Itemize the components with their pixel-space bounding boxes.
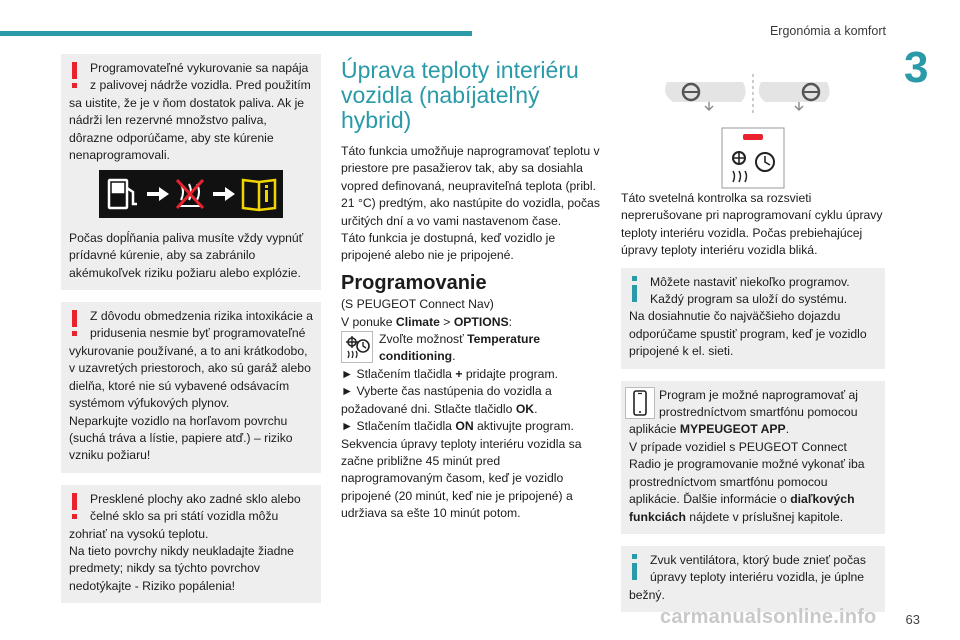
warning-icon bbox=[72, 62, 77, 88]
pre-conditioning-warning-lamp-icon bbox=[722, 128, 784, 188]
warning-box-fuel bbox=[61, 54, 321, 290]
chapter-number: 3 bbox=[904, 43, 929, 92]
info-box-programs bbox=[621, 268, 885, 369]
nav-variant: (S PEUGEOT Connect Nav) bbox=[341, 297, 494, 312]
remote-functions-reference: diaľkových funkciách bbox=[629, 492, 855, 524]
app-text: V prípade vozidiel s PEUGEOT Connect Radio je programovanie možné vykonať iba prostredníctvom smartfónu pomocou aplikácie. Ďalšie informácie o diaľkových funkciách nájdete v príslušnej kapitole. bbox=[629, 439, 865, 524]
warning-text-line: Programovateľné vykurovanie sa napája bbox=[90, 61, 309, 75]
intro-text: Táto funkcia umožňuje naprogramovať teplotu v priestore pre pasažierov tak, aby sa dosiahla vopred definovaná, neupraviteľná teplota (pribl. 21 °C) predtým, ako nastúpite do vozidla, počas určitých dní a vo vami nastavenom čase. bbox=[341, 144, 600, 228]
smartphone-text-line: prostredníctvom smartfónu pomocou bbox=[659, 405, 858, 420]
dashboard-illustration bbox=[621, 72, 885, 190]
header-accent-bar bbox=[0, 31, 472, 36]
fuel-pump-icon bbox=[109, 180, 137, 208]
section-heading: Úprava teploty interiéru vozidla (nabíjateľný hybrid) bbox=[341, 57, 579, 133]
right-column bbox=[621, 72, 885, 612]
middle-column bbox=[341, 58, 605, 523]
sequence-text: Sekvencia úpravy teploty interiéru vozidla sa začne približne 45 minút pred naprogramovaným časom, keď je vozidlo pripojené (20 minút, keď nie je pripojené) a udržiava sa ešte 10 minút potom. bbox=[341, 436, 582, 521]
info-text: Na dosiahnutie čo najväčšieho dojazdu odporúčame spustiť program, keď je vozidlo pripojené k el. sieti. bbox=[629, 309, 867, 359]
warning-box-glass bbox=[61, 485, 321, 603]
warning-text: Na tieto povrchy nikdy neukladajte žiadne predmety; nikdy sa týchto povrchov nedotýkajte - Riziko popálenia! bbox=[69, 543, 294, 593]
warning-text-line: z palivovej nádrže vozidla. Pred použitím bbox=[90, 78, 311, 93]
warning-icon bbox=[72, 310, 77, 336]
page-number: 63 bbox=[905, 612, 920, 627]
info-text-line: Môžete nastaviť niekoľko programov. bbox=[650, 274, 850, 289]
warning-icon bbox=[72, 493, 77, 519]
info-text-line: úpravy teploty interiéru vozidla, je úplne bbox=[650, 570, 865, 585]
info-icon bbox=[632, 276, 637, 302]
step-choose-time: ► Vyberte čas nastúpenia do vozidla a požadované dni. Stlačte tlačidlo OK. bbox=[341, 384, 552, 416]
warning-text: zohriať na vysokú teplotu. bbox=[69, 526, 209, 541]
chapter-title: Ergonómia a komfort bbox=[769, 24, 886, 38]
warning-text: vykurovanie používané, a to ani krátkodobo, v uzavretých priestoroch, ako sú garáž alebo dielňa, ktoré nie sú vybavené odsávacím systémom výfukových plynov. bbox=[69, 343, 311, 411]
intro-text: Táto funkcia je dostupná, keď vozidlo je pripojené alebo nie je pripojené. bbox=[341, 231, 556, 263]
warning-text: sa uistite, že je v ňom dostatok paliva. Ak je nádrži len rezervné množstvo paliva, dôrazne odporúčame, aby ste kúrenie nenaprogramovali. bbox=[69, 95, 305, 163]
instrument-cluster-image bbox=[621, 72, 885, 190]
step-add-program: ► Stlačením tlačidla + pridajte program. bbox=[341, 366, 558, 381]
info-box-fan-noise bbox=[621, 546, 885, 612]
temperature-conditioning-icon bbox=[341, 331, 373, 363]
warning-text: Počas dopĺňania paliva musíte vždy vypnúť prídavné kúrenie, aby sa zabránilo akémukoľvek riziku požiaru alebo explózie. bbox=[69, 230, 304, 280]
choose-option-row: Zvoľte možnosť Temperature conditioning. bbox=[341, 331, 605, 366]
step-activate: ► Stlačením tlačidla ON aktivujte program. bbox=[341, 419, 574, 434]
manual-book-icon bbox=[243, 180, 275, 210]
smartphone-icon bbox=[625, 387, 655, 419]
menu-path: V ponuke Climate > OPTIONS: bbox=[341, 314, 513, 329]
warning-text-line: čelné sklo sa pri státí vozidla môžu bbox=[90, 509, 279, 524]
refuel-pictogram bbox=[69, 170, 313, 223]
left-column bbox=[61, 54, 321, 603]
heater-off-icon bbox=[177, 180, 203, 208]
info-text: bežný. bbox=[629, 587, 665, 602]
smartphone-text-line: Program je možné naprogramovať aj bbox=[659, 387, 858, 402]
app-line: aplikácie MYPEUGEOT APP. bbox=[629, 422, 790, 437]
warning-text: Neparkujte vozidlo na horľavom povrchu (suchá tráva a lístie, papiere atď.) – riziko vzniku požiaru! bbox=[69, 413, 293, 463]
watermark: carmanualsonline.info bbox=[660, 606, 877, 628]
warning-text-line: Z dôvodu obmedzenia rizika intoxikácie a bbox=[90, 309, 313, 324]
warning-text-line: pridusenia nesmie byť programovateľné bbox=[90, 326, 306, 341]
subsection-heading: Programovanie bbox=[341, 271, 487, 294]
info-text-line: Zvuk ventilátora, ktorý bude znieť počas bbox=[650, 552, 866, 567]
arrow-icon bbox=[147, 187, 169, 201]
warning-box-intoxication bbox=[61, 302, 321, 473]
arrow-icon bbox=[213, 187, 235, 201]
info-text-line: Každý program sa uloží do systému. bbox=[650, 292, 848, 307]
warning-text-line: Presklené plochy ako zadné sklo alebo bbox=[90, 491, 301, 506]
info-icon bbox=[632, 554, 637, 580]
lamp-description: Táto svetelná kontrolka sa rozsvieti neprerušovane pri naprogramovaní cyklu úpravy teploty interiéru vozidla. Počas prebiehajúcej úpravy teploty interiéru vozidla bliká. bbox=[621, 191, 883, 258]
smartphone-box bbox=[621, 381, 885, 534]
